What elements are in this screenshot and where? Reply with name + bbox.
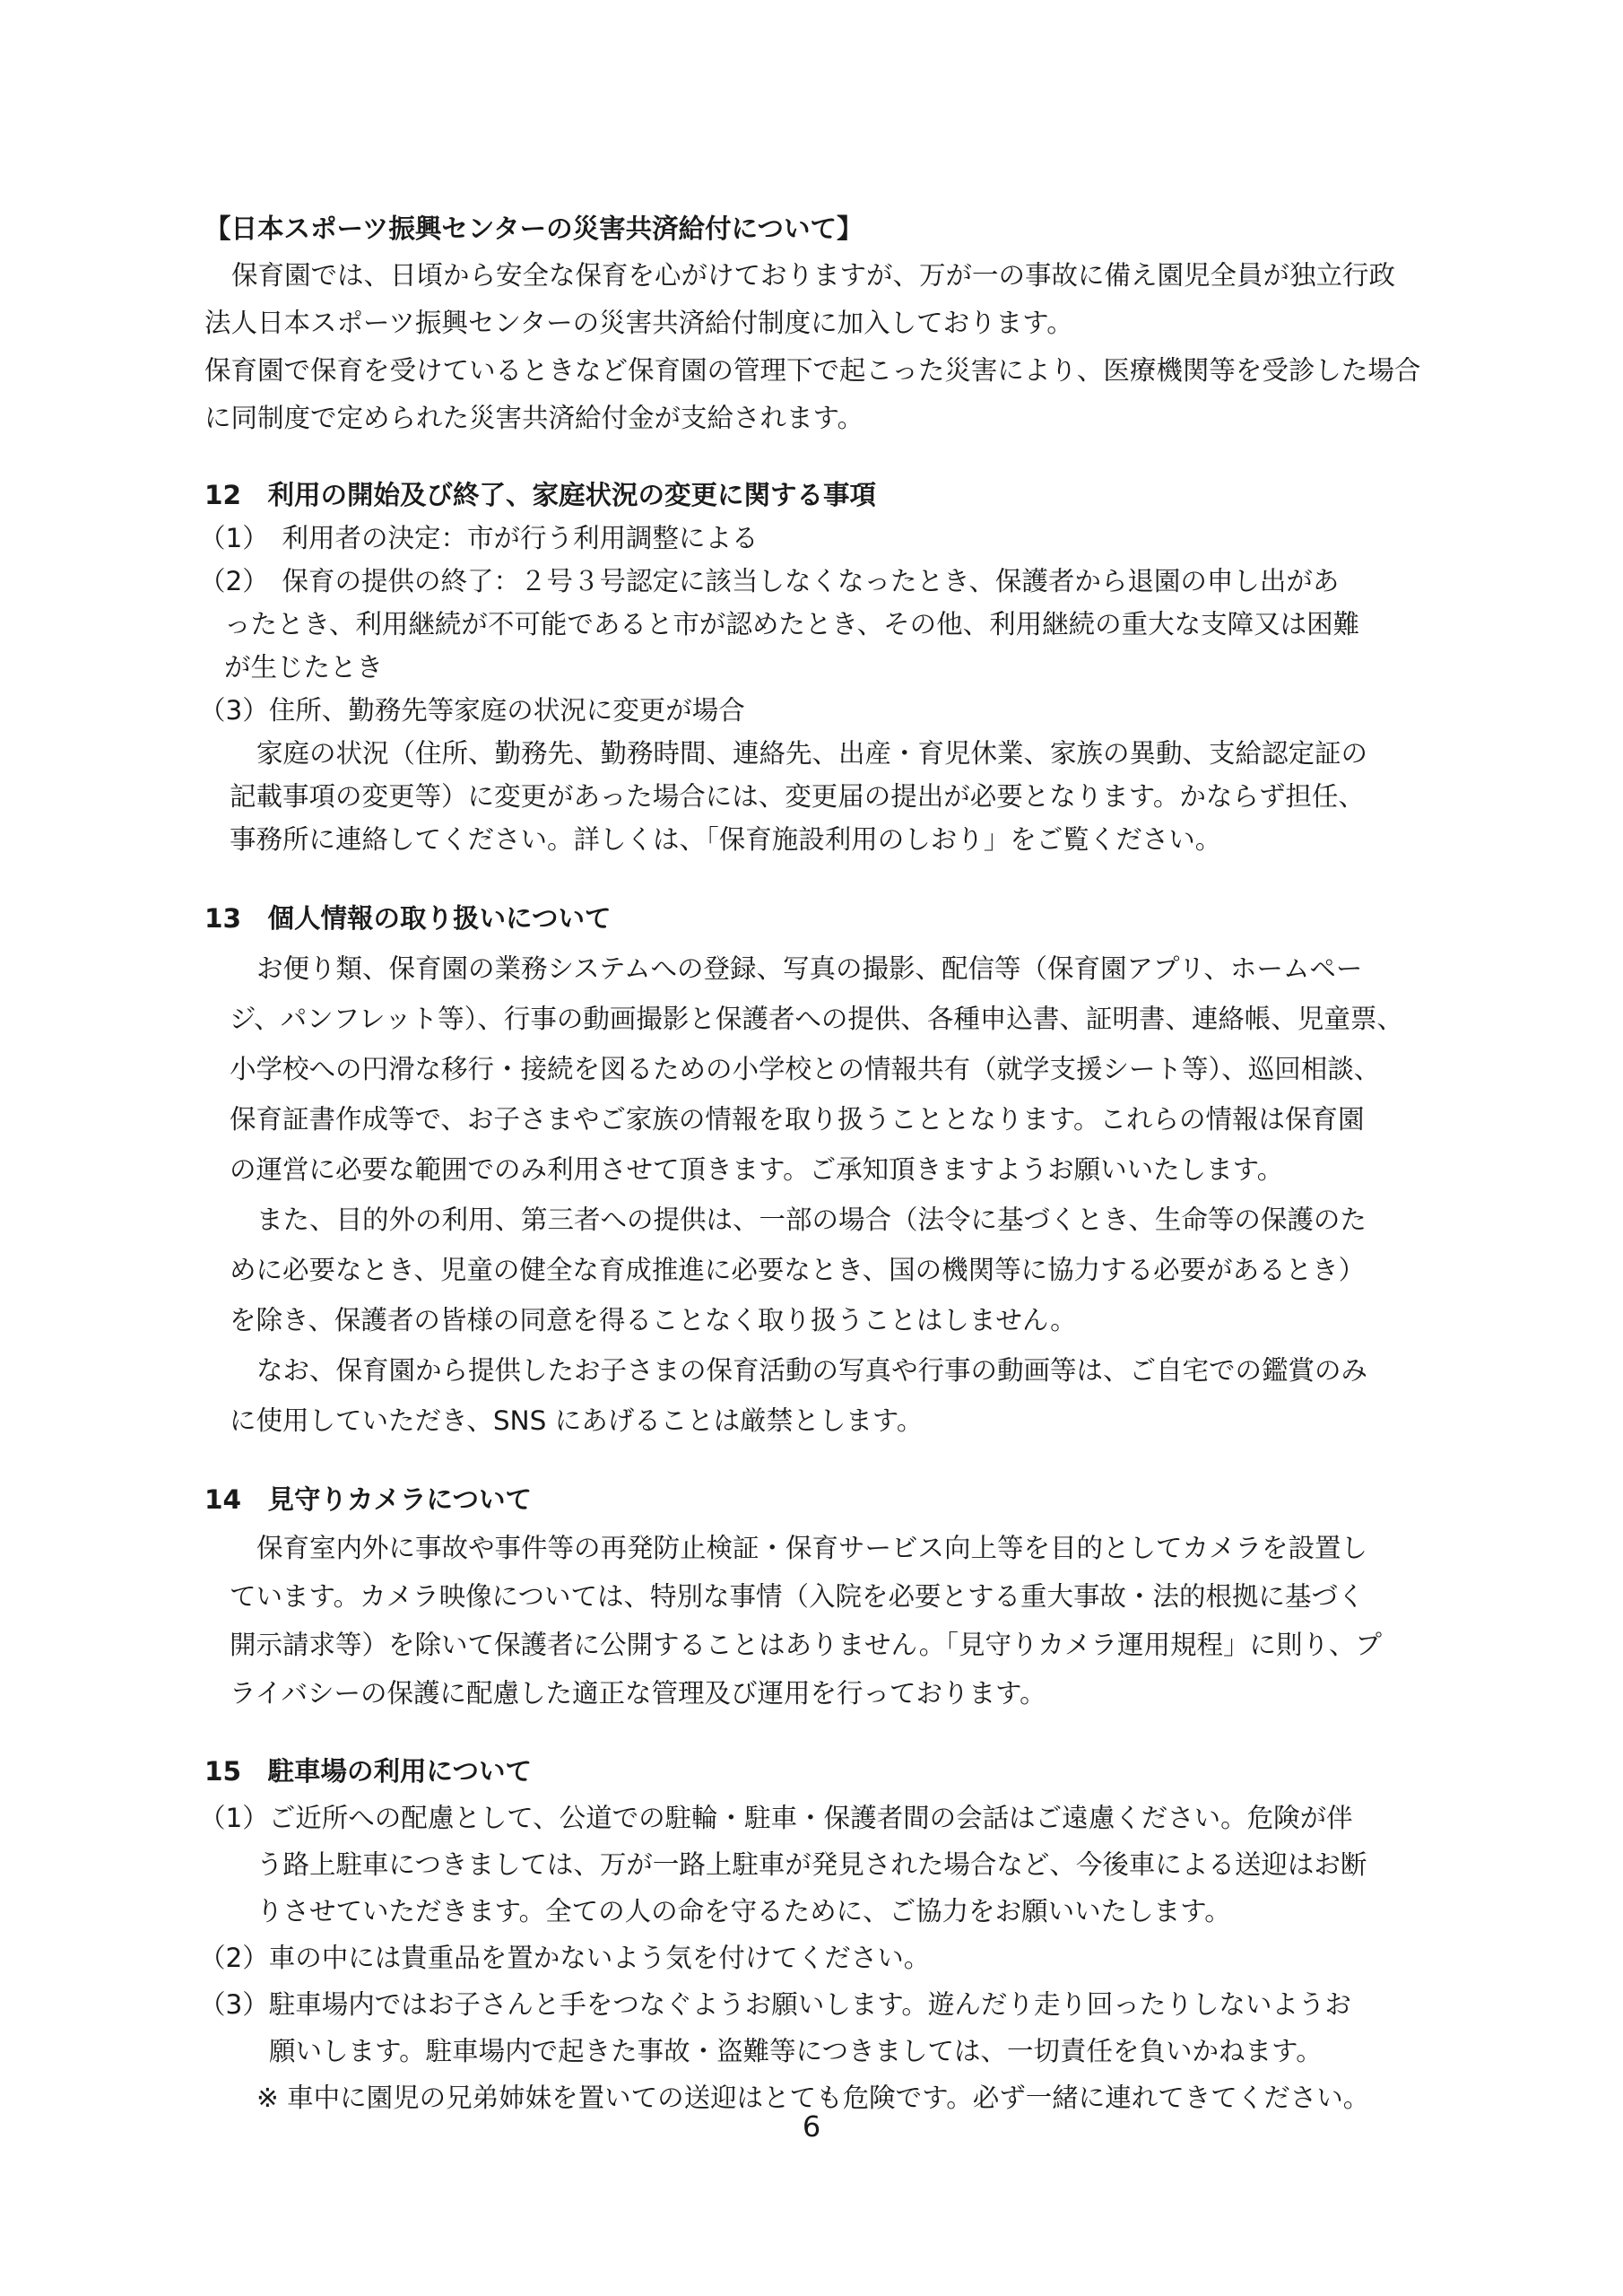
list-item-line: （2）車の中には貴重品を置かないよう気を付けてください。 bbox=[199, 1943, 931, 1973]
paragraph-line: 家庭の状況（住所、勤務先、勤務時間、連絡先、出産・育児休業、家族の異動、支給認定証の bbox=[256, 738, 1368, 769]
paragraph-line: 保育園では、日頃から安全な保育を心がけておりますが、万が一の事故に備え園児全員が独立行政 bbox=[231, 260, 1396, 291]
list-item-line: りさせていただきます。全ての人の命を守るために、ご協力をお願いいたします。 bbox=[256, 1896, 1231, 1926]
paragraph-line: の運営に必要な範囲でのみ利用させて頂きます。ご承知頂きますようお願いいたします。 bbox=[230, 1154, 1284, 1185]
paragraph-line: に使用していただき、SNS にあげることは厳禁とします。 bbox=[230, 1405, 924, 1436]
paragraph-line: めに必要なとき、児童の健全な育成推進に必要なとき、国の機関等に協力する必要があるとき） bbox=[230, 1255, 1366, 1285]
list-item-line: が生じたとき bbox=[224, 652, 384, 683]
paragraph-line: また、目的外の利用、第三者への提供は、一部の場合（法令に基づくとき、生命等の保護のた bbox=[256, 1205, 1367, 1235]
section-heading-15: 15 駐車場の利用について bbox=[204, 1756, 532, 1787]
list-item-line: 願いします。駐車場内で起きた事故・盗難等につきましては、一切責任を負いかねます。 bbox=[269, 2036, 1323, 2066]
list-item-line: （3）住所、勤務先等家庭の状況に変更が場合 bbox=[199, 695, 745, 726]
paragraph-line: を除き、保護者の皆様の同意を得ることなく取り扱うことはしません。 bbox=[230, 1305, 1077, 1335]
paragraph-line: 保育証書作成等で、お子さまやご家族の情報を取り扱うこととなります。これらの情報は保育園 bbox=[230, 1104, 1365, 1135]
paragraph-line: 保育室内外に事故や事件等の再発防止検証・保育サービス向上等を目的としてカメラを設置し bbox=[256, 1533, 1368, 1563]
list-item-line: （2） 保育の提供の終了：２号３号認定に該当しなくなったとき、保護者から退園の申し出があ bbox=[199, 566, 1340, 596]
list-item-line: ったとき、利用継続が不可能であると市が認めたとき、その他、利用継続の重大な支障又は困難 bbox=[224, 609, 1360, 639]
section-heading-14: 14 見守りカメラについて bbox=[204, 1484, 532, 1515]
paragraph-line: 記載事項の変更等）に変更があった場合には、変更届の提出が必要となります。かならず担任、 bbox=[230, 781, 1365, 812]
paragraph-line: ジ、パンフレット等）、行事の動画撮影と保護者への提供、各種申込書、証明書、連絡帳、児童票、 bbox=[230, 1004, 1403, 1034]
paragraph-line: 保育園で保育を受けているときなど保育園の管理下で起こった災害により、医療機関等を受診した場合 bbox=[204, 355, 1421, 386]
paragraph-line: 事務所に連絡してください。詳しくは、「保育施設利用のしおり」をご覧ください。 bbox=[230, 824, 1222, 855]
note-line: ※ 車中に園児の兄弟姉妹を置いての送迎はとても危険です。必ず一緒に連れてきてください。 bbox=[256, 2083, 1370, 2113]
section-heading-13: 13 個人情報の取り扱いについて bbox=[204, 903, 612, 934]
paragraph-line: 小学校への円滑な移行・接続を図るための小学校との情報共有（就学支援シート等）、巡回相談、 bbox=[230, 1054, 1381, 1084]
paragraph-line: に同制度で定められた災害共済給付金が支給されます。 bbox=[204, 403, 864, 433]
section-heading-12: 12 利用の開始及び終了、家庭状況の変更に関する事項 bbox=[204, 480, 877, 510]
paragraph-line: ています。カメラ映像については、特別な事情（入院を必要とする重大事故・法的根拠に基づく bbox=[230, 1581, 1365, 1612]
paragraph-line: お便り類、保育園の業務システムへの登録、写真の撮影、配信等（保育園アプリ、ホームペー bbox=[256, 953, 1363, 984]
list-item-line: （1）ご近所への配慮として、公道での駐輪・駐車・保護者間の会話はご遠慮ください。危険が伴 bbox=[199, 1803, 1353, 1833]
paragraph-line: 開示請求等）を除いて保護者に公開することはありません。「見守りカメラ運用規程」に則り、プ bbox=[230, 1630, 1383, 1660]
list-item-line: う路上駐車につきましては、万が一路上駐車が発見された場合など、今後車による送迎はお断 bbox=[256, 1849, 1367, 1880]
section-heading-jsc: 【日本スポーツ振興センターの災害共済給付について】 bbox=[204, 213, 864, 244]
page-number: 6 bbox=[802, 2109, 821, 2144]
paragraph-line: なお、保育園から提供したお子さまの保育活動の写真や行事の動画等は、ご自宅での鑑賞のみ bbox=[256, 1355, 1368, 1386]
paragraph-line: ライバシーの保護に配慮した適正な管理及び運用を行っております。 bbox=[230, 1678, 1046, 1709]
list-item-line: （1） 利用者の決定：市が行う利用調整による bbox=[199, 523, 759, 553]
list-item-line: （3）駐車場内ではお子さんと手をつなぐようお願いします。遊んだり走り回ったりしないようお bbox=[199, 1989, 1351, 2020]
paragraph-line: 法人日本スポーツ振興センターの災害共済給付制度に加入しております。 bbox=[204, 308, 1073, 338]
